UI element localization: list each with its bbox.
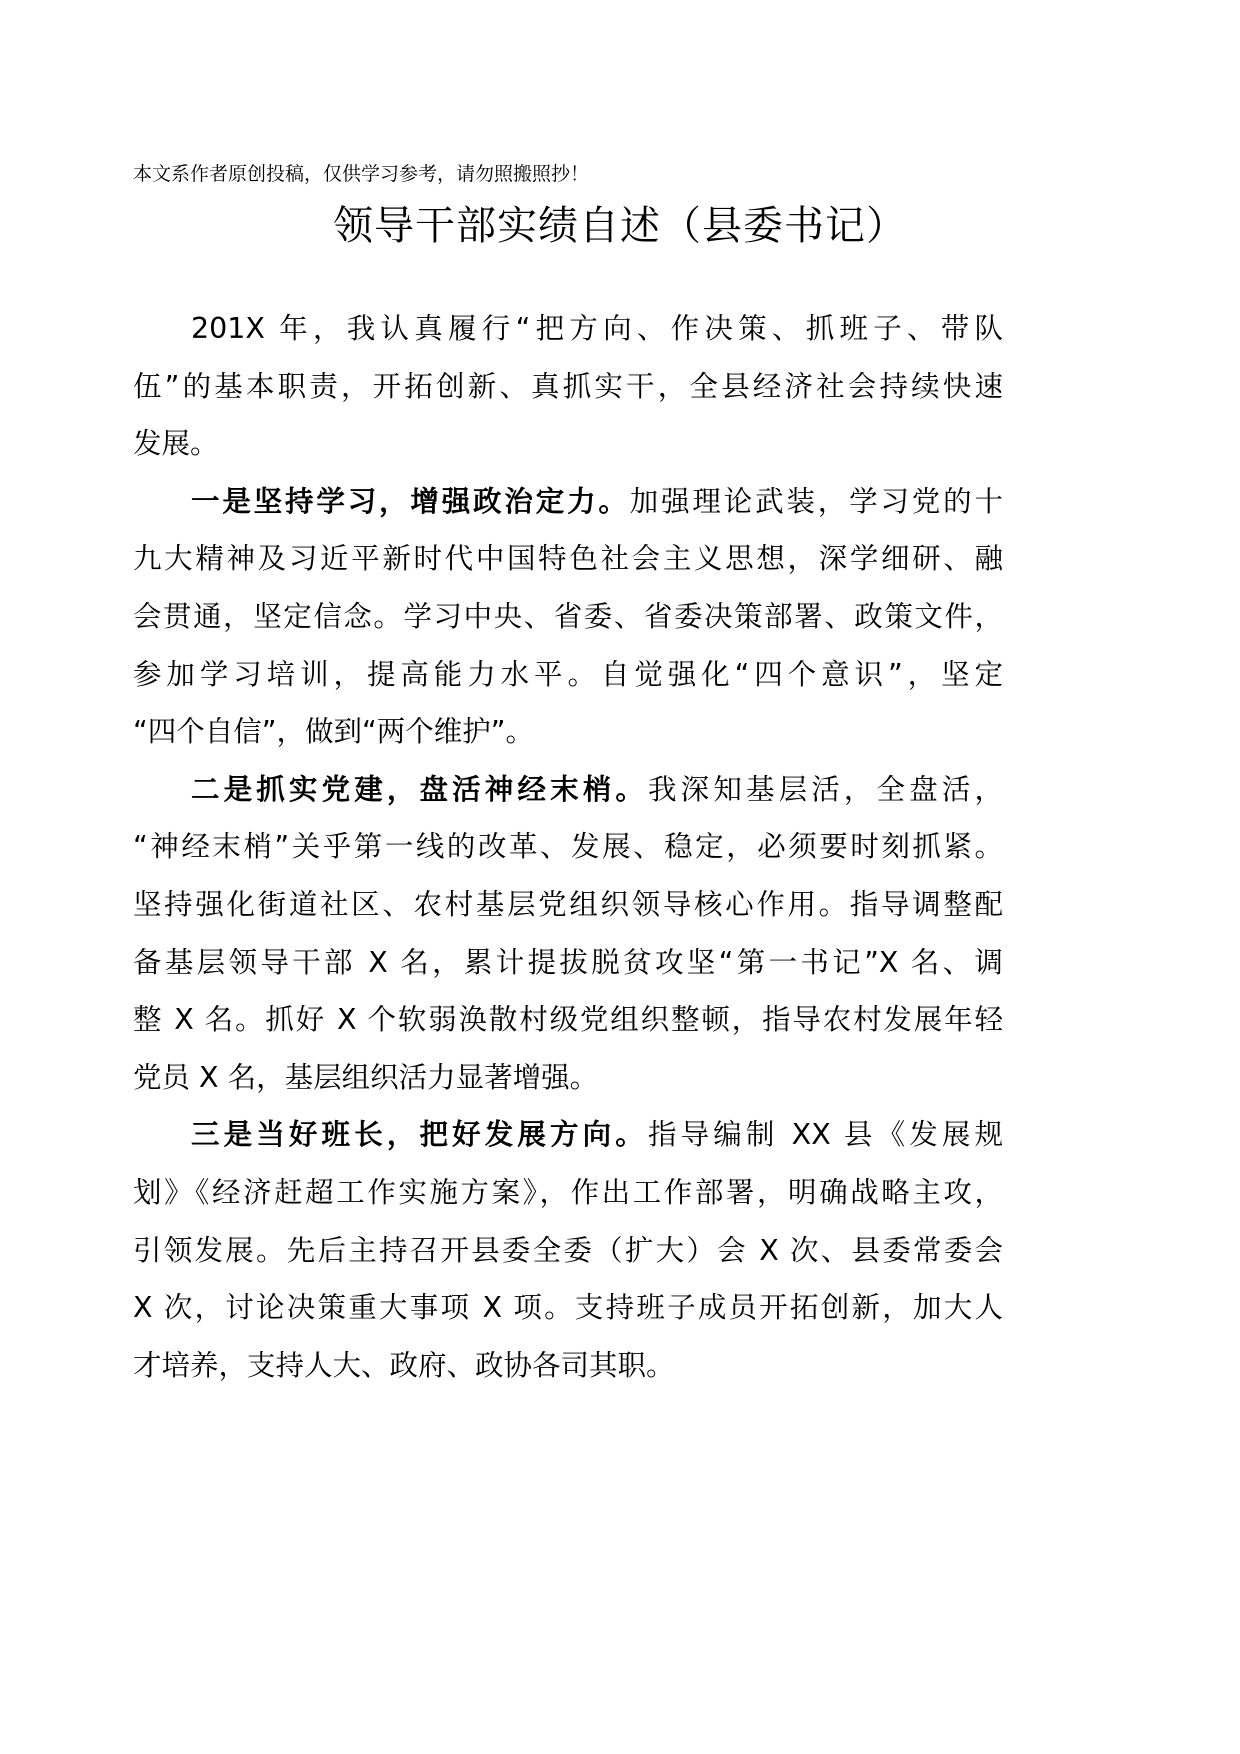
paragraph-heading: 三是当好班长，把好发展方向。 bbox=[191, 1118, 648, 1152]
text-line bbox=[133, 761, 1003, 819]
document-title: 领导干部实绩自述（县委书记） bbox=[333, 203, 907, 249]
paragraph-point-1 bbox=[133, 473, 1003, 761]
text-line: 党员 X 名，基层组织活力显著增强。 bbox=[133, 1060, 599, 1094]
paragraph-heading: 二是抓实党建，盘活神经末梢。 bbox=[191, 772, 649, 806]
text-line: “神经末梢”关乎第一线的改革、发展、稳定，必须要时刻抓紧。 bbox=[133, 830, 1003, 864]
text-line: 九大精神及习近平新时代中国特色社会主义思想，深学细研、融 bbox=[133, 542, 1003, 576]
text-line: 备基层领导干部 X 名，累计提拔脱贫攻坚“第一书记”X 名、调 bbox=[133, 945, 1003, 979]
text-line: 坚持强化街道社区、农村基层党组织领导核心作用。指导调整配 bbox=[133, 887, 1003, 921]
text-line: 引领发展。先后主持召开县委全委（扩大）会 X 次、县委常委会 bbox=[133, 1233, 1003, 1267]
text-line: 划》《经济赶超工作实施方案》，作出工作部署，明确战略主攻， bbox=[133, 1175, 1003, 1209]
paragraph-intro bbox=[133, 300, 1003, 473]
text-run: 指导编制 XX 县《发展规 bbox=[647, 1118, 1003, 1152]
disclaimer-note: 本文系作者原创投稿，仅供学习参考，请勿照搬照抄！ bbox=[133, 163, 590, 185]
text-line bbox=[133, 1106, 1003, 1164]
paragraph-point-3 bbox=[133, 1106, 1003, 1394]
text-line: 整 X 名。抓好 X 个软弱涣散村级党组织整顿，指导农村发展年轻 bbox=[133, 1003, 1003, 1037]
text-run: 加强理论武装，学习党的十 bbox=[629, 484, 1003, 518]
text-line: 201X 年，我认真履行“把方向、作决策、抓班子、带队 bbox=[191, 312, 1003, 345]
paragraph-point-2 bbox=[133, 761, 1003, 1107]
text-line: “四个自信”，做到“两个维护”。 bbox=[133, 715, 535, 749]
text-line: 伍”的基本职责，开拓创新、真抓实干，全县经济社会持续快速 bbox=[133, 369, 1003, 403]
text-line: 会贯通，坚定信念。学习中央、省委、省委决策部署、政策文件， bbox=[133, 599, 1003, 633]
text-run: 我深知基层活，全盘活， bbox=[648, 772, 1003, 806]
text-line: 发展。 bbox=[133, 427, 219, 461]
paragraph-heading: 一是坚持学习，增强政治定力。 bbox=[191, 484, 630, 518]
text-line bbox=[133, 473, 1003, 531]
text-line: 才培养，支持人大、政府、政协各司其职。 bbox=[133, 1348, 675, 1382]
text-line: 参加学习培训，提高能力水平。自觉强化“四个意识”，坚定 bbox=[133, 657, 1003, 691]
document-body bbox=[133, 300, 1003, 1394]
text-line: X 次，讨论决策重大事项 X 项。支持班子成员开拓创新，加大人 bbox=[133, 1291, 1003, 1325]
